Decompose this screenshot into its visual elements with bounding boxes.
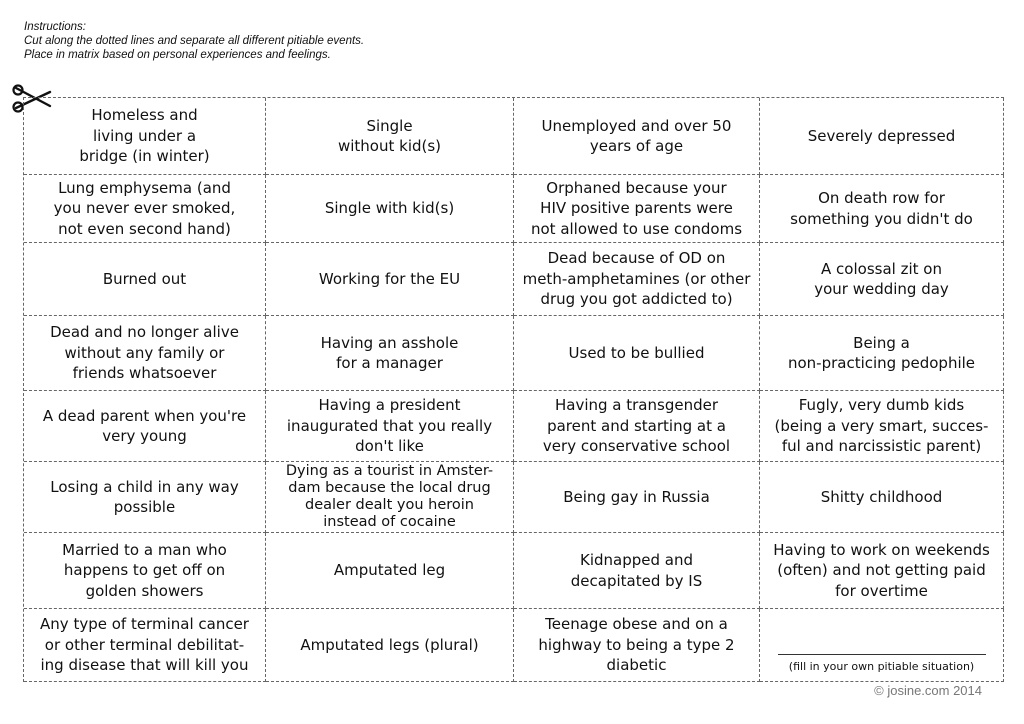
fill-in-line [778,654,986,655]
instructions [24,20,364,62]
card[interactable]: Dead because of OD on meth-amphetamines (or other drug you got addicted to) [514,243,760,316]
card[interactable]: Dead and no longer alive without any family or friends whatsoever [24,316,266,391]
instructions-heading: Instructions: [24,21,86,33]
card[interactable]: Being gay in Russia [514,462,760,533]
card[interactable]: Kidnapped and decapitated by IS [514,533,760,609]
card[interactable]: Having a president inaugurated that you really don't like [266,391,514,462]
card[interactable]: Dying as a tourist in Amster- dam because the local drug dealer dealt you heroin instead of cocaine [266,462,514,533]
card[interactable]: Amputated leg [266,533,514,609]
card[interactable]: Teenage obese and on a highway to being a type 2 diabetic [514,609,760,682]
card[interactable]: Having to work on weekends (often) and not getting paid for overtime [760,533,1004,609]
card[interactable]: Having a transgender parent and starting at a very conservative school [514,391,760,462]
fill-in-label: (fill in your own pitiable situation) [788,660,975,673]
instructions-line-1: Cut along the dotted lines and separate all different pitiable events. [24,35,365,47]
card[interactable]: Homeless and living under a bridge (in winter) [24,98,266,175]
instructions-line-2: Place in matrix based on personal experiences and feelings. [24,49,331,61]
card[interactable]: Severely depressed [760,98,1004,175]
card[interactable]: Having an asshole for a manager [266,316,514,391]
copyright-notice: © josine.com 2014 [874,683,982,698]
card[interactable]: Working for the EU [266,243,514,316]
card[interactable]: Married to a man who happens to get off on golden showers [24,533,266,609]
card[interactable]: A dead parent when you're very young [24,391,266,462]
card[interactable]: Losing a child in any way possible [24,462,266,533]
card[interactable]: Single with kid(s) [266,175,514,243]
card[interactable]: Fugly, very dumb kids (being a very smart, succes- ful and narcissistic parent) [760,391,1004,462]
card[interactable]: Orphaned because your HIV positive parents were not allowed to use condoms [514,175,760,243]
card[interactable]: Lung emphysema (and you never ever smoked, not even second hand) [24,175,266,243]
card[interactable]: Used to be bullied [514,316,760,391]
card[interactable]: Amputated legs (plural) [266,609,514,682]
card[interactable]: Burned out [24,243,266,316]
card[interactable]: A colossal zit on your wedding day [760,243,1004,316]
card[interactable]: Single without kid(s) [266,98,514,175]
fill-in-card[interactable] [760,609,1004,682]
card[interactable]: Shitty childhood [760,462,1004,533]
pitiable-events-grid [23,97,1004,682]
card[interactable]: Any type of terminal cancer or other terminal debilitat- ing disease that will kill you [24,609,266,682]
card[interactable]: Unemployed and over 50 years of age [514,98,760,175]
card[interactable]: Being a non-practicing pedophile [760,316,1004,391]
card[interactable]: On death row for something you didn't do [760,175,1004,243]
